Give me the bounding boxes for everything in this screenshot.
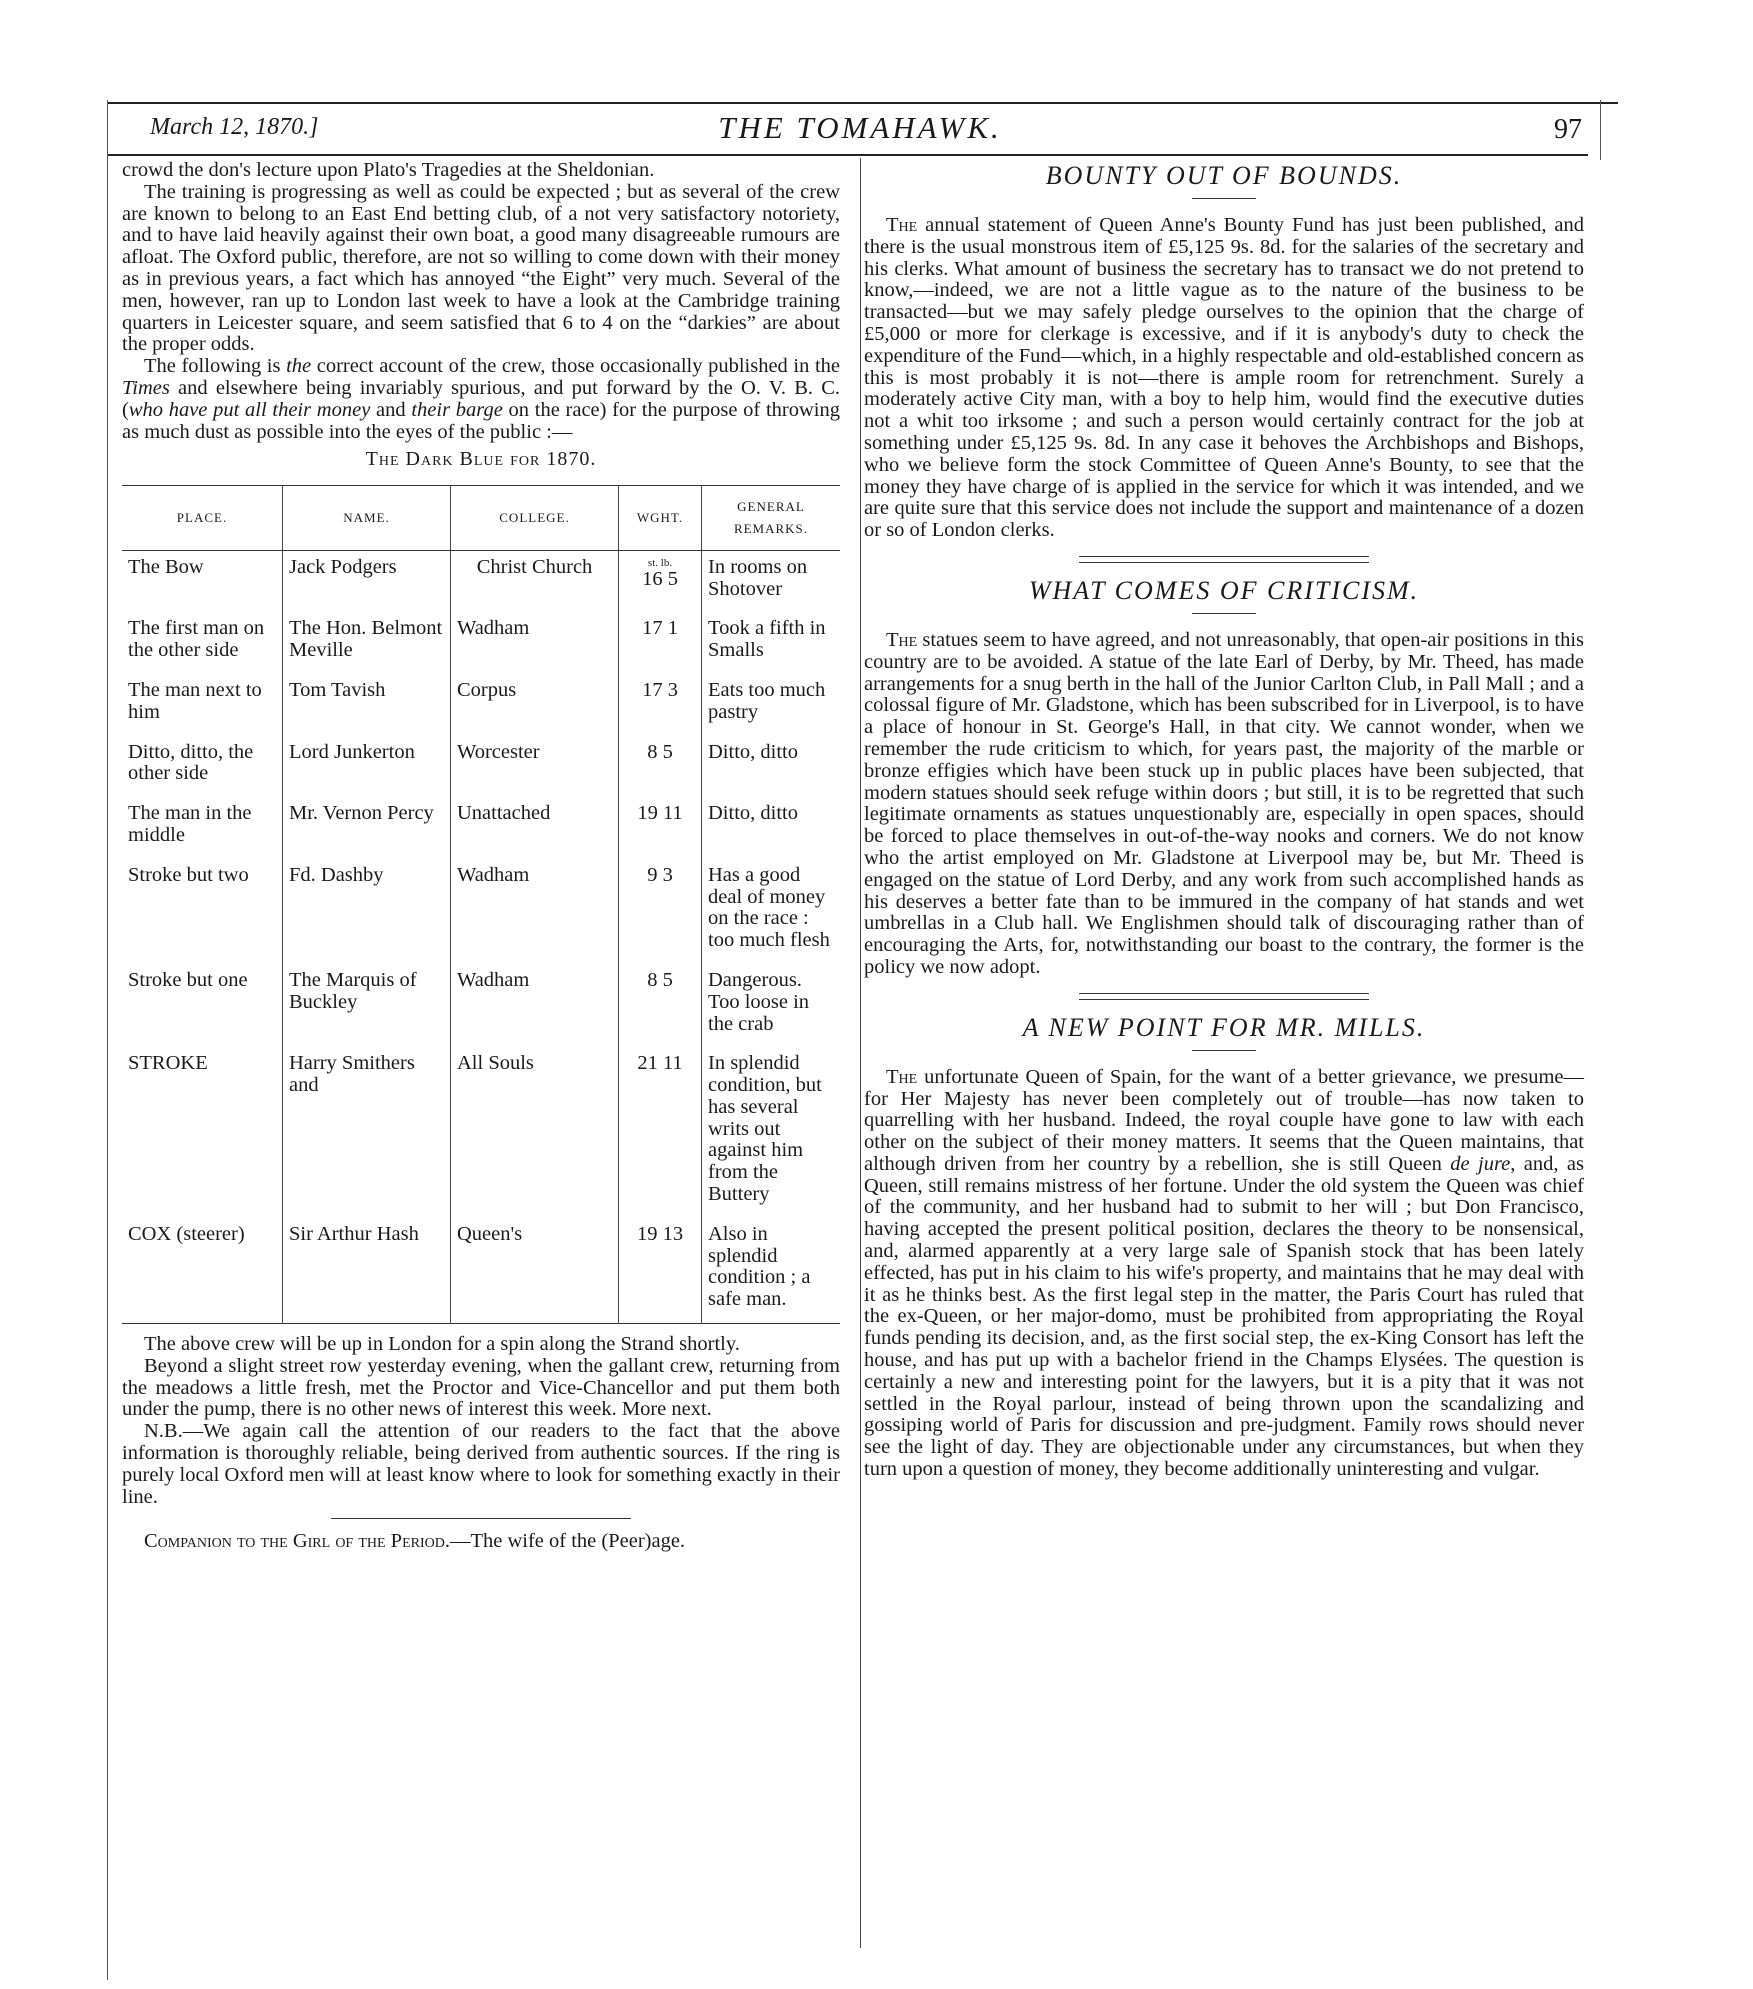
text-run: , and, as Queen, still remains mistress of her fortune. Under the old system the Queen was chief of the community, and her husband had to submit to her will ; but Don Francisco, having accepted the present political position, declares the theory to be nonsensical, and, alarmed apparently at a very large sale of Spanish stock that has been lately effected, has put in his claim to his wife's property, and maintains that he may deal with it as he thinks best. As the first legal step in the matter, the Paris Court has ruled that the ex-Queen, or her major-domo, must be prohibited from appropriating the Royal funds pending its decision, and, as the first social step, the ex-King Consort has left the house, and has put up with a bachelor friend in the Champs Elysées. The question is certainly a new and interesting point for the lawyers, but it is a pity that it was not settled in the Royal parlour, instead of being thrown upon the scandalizing and gossiping world of Paris for discussion and pre-judgment. Family rows should never see the light of day. They are objectionable under any circumstances, but when they turn upon a question of money, they become additionally uninteresting and vulgar. (864, 1152, 1584, 1481)
cell-remarks: Eats too much pastry (702, 674, 841, 736)
paragraph (122, 1531, 840, 1553)
cell-place: The man in the middle (128, 802, 252, 846)
paragraph (122, 356, 840, 443)
text-run: annual statement of Queen Anne's Bounty Fund has just been published, and there is the usual monstrous item of £5,125 9s. 8d. for the salaries of the secretary and his clerks. What amount of business the secretary has to transact we do not pretend to know,—indeed, we are not a little vague as to the nature of the business to be transacted—but we may safely pledge ourselves to the opinion that the charge of £5,000 or more for clerkage is excessive, and if it is anybody's duty to check the expenditure of the Fund—which, in a highly respectable and old-established concern as this is most probably it is not—there is ample room for retrenchment. Surely a moderately active City man, with a boy to help him, would find the executive duties not a whit too irksome ; and such a person would certainly contract for the job at something under £5,125 9s. 8d. In any case it behoves the Archbishops and Bishops, who we believe form the stock Committee of Queen Anne's Bounty, to see that the money they have charge of is applied in the service for which it was intended, and we are quite sure that this service does not include the support and maintenance of a dozen or so of London clerks. (864, 214, 1584, 542)
cell-college: Wadham (451, 859, 619, 964)
paragraph: crowd the don's lecture upon Plato's Tragedies at the Sheldonian. (122, 159, 655, 181)
lead-word: The (886, 628, 918, 651)
text-run: Times (122, 376, 170, 399)
paragraph: Beyond a slight street row yesterday evening, when the gallant crew, returning from the meadows a little fresh, met the Proctor and Vice-Chancellor and put them both under the pump, there is no other news of interest this week. More next. (122, 1354, 840, 1421)
cell-place: The first man on the other side (128, 617, 265, 662)
cell-name: Sir Arthur Hash (283, 1218, 451, 1324)
cell-remarks: In rooms on Shotover (702, 550, 841, 612)
title-rule (1192, 198, 1256, 199)
column-divider (860, 158, 861, 1948)
paragraph (864, 215, 1584, 542)
cell-weight: 17 3 (619, 674, 702, 736)
cell-place: The Bow (128, 555, 204, 578)
cell-weight: 8 5 (619, 964, 702, 1047)
cell-college: Christ Church (451, 550, 619, 612)
table-row (122, 797, 840, 859)
page-frame-top (108, 102, 1618, 104)
title-rule (1192, 613, 1256, 614)
page-frame-right (1600, 100, 1601, 160)
page-number: 97 (1554, 114, 1582, 145)
masthead-title: THE TOMAHAWK. (718, 110, 1002, 145)
cell-place: Stroke but two (128, 863, 249, 886)
column-header: GENERAL REMARKS. (702, 486, 841, 551)
cell-remarks: Has a good deal of money on the race : too much flesh (702, 859, 841, 964)
cell-place: The man next to him (128, 678, 262, 723)
text-run: who have put all their money (128, 398, 371, 421)
right-column (864, 160, 1584, 1481)
cell-weight: 21 11 (619, 1047, 702, 1218)
lead-word: The (886, 1065, 918, 1088)
cell-college: Wadham (451, 612, 619, 674)
text-run: correct account of the crew, those occasionally published in the (311, 355, 840, 378)
table-row (122, 674, 840, 736)
cell-name: Harry Smithers and (283, 1047, 451, 1218)
left-column (122, 160, 840, 1553)
cell-college: Corpus (451, 674, 619, 736)
cell-place: Stroke but one (128, 968, 248, 991)
cell-remarks: In splendid condition, but has several writs out against him from the Buttery (702, 1047, 841, 1218)
issue-date: March 12, 1870.] (150, 114, 319, 140)
cell-name: Lord Junkerton (283, 736, 451, 798)
column-header: COLLEGE. (451, 486, 619, 551)
table-row (122, 859, 840, 964)
cell-college: Worcester (451, 736, 619, 798)
text-run: on the race) for the purpose of throwing as much dust as possible into the eyes of the public :— (122, 398, 840, 443)
weight-value: 16 5 (642, 567, 678, 590)
cell-weight: 19 13 (619, 1218, 702, 1324)
cell-remarks: Ditto, ditto (702, 736, 841, 798)
table-row (122, 736, 840, 798)
paragraph (864, 630, 1584, 979)
cell-name: Mr. Vernon Percy (283, 797, 451, 859)
cell-name: The Marquis of Buckley (283, 964, 451, 1047)
paragraph: The above crew will be up in London for a spin along the Strand shortly. (144, 1333, 740, 1356)
cell-name: Jack Podgers (283, 550, 451, 612)
table-row (122, 1047, 840, 1218)
section-divider (1079, 556, 1369, 563)
cell-college: All Souls (451, 1047, 619, 1218)
text-run: unfortunate Queen of Spain, for the want of a better grievance, we presume—for Her Majesty has never been completely out of trouble—has now taken to quarrelling with her husband. Indeed, the royal couple have gone to law with each other on the subject of their money matters. It seems that the Queen maintains, that although driven from her country by a rebellion, she is still Queen (864, 1065, 1584, 1175)
lead-word: The (886, 214, 918, 236)
cell-name: Fd. Dashby (283, 859, 451, 964)
table-row (122, 550, 840, 612)
text-run: de jure (1450, 1152, 1511, 1175)
cell-college: Wadham (451, 964, 619, 1047)
paragraph: N.B.—We again call the attention of our readers to the fact that the above information is thoroughly reliable, being derived from authentic sources. If the ring is purely local Oxford men will at least know where to look for something exactly in their line. (122, 1420, 840, 1508)
cell-place: COX (steerer) (128, 1222, 245, 1245)
column-header: WGHT. (619, 486, 702, 551)
section-title: BOUNTY OUT OF BOUNDS. (1045, 161, 1403, 190)
text-run: the (286, 355, 312, 378)
cell-weight: 9 3 (619, 859, 702, 964)
section-divider (1079, 993, 1369, 1000)
text-run: their barge (411, 398, 503, 421)
table-row (122, 964, 840, 1047)
cell-name: The Hon. Belmont Meville (283, 612, 451, 674)
page-header (120, 110, 1600, 150)
text-run: and elsewhere being invariably spurious, and put forward by the O. V. B. C. ( (122, 376, 840, 421)
cell-weight: 17 1 (619, 612, 702, 674)
cell-place: Ditto, ditto, the other side (128, 740, 254, 785)
cell-college: Queen's (451, 1218, 619, 1324)
cell-remarks: Also in splendid condition ; a safe man. (702, 1218, 841, 1324)
text-run: statues seem to have agreed, and not unreasonably, that open-air positions in this country are to be avoided. A statue of the late Earl of Derby, by Mr. Theed, has made arrangements for a snug berth in the hall of the Junior Carlton Club, in Pall Mall ; and a colossal figure of Mr. Gladstone, which has been subscribed for in Liverpool, is to have a place of honour in St. George's Hall, in that city. We cannot wonder, when we remember the rude criticism to which, for years past, the majority of the marble or bronze effigies which have been stuck up in public places have been subjected, that modern statues should seek refuge within doors ; but still, it is to be regretted that such legitimate ornaments as statues unquestionably are, especially in open spaces, should be forced to place themselves in out-of-the-way nooks and corners. We do not know who the artist employed on Mr. Gladstone at Liverpool may be, but Mr. Theed is engaged on the statue of Lord Derby, and any work from such accomplished hands as his deserves a better fate than to be immured in the company of hat stands and wet umbrellas in a Club hall. We Englishmen should talk of discouraging rather than of encouraging the Arts, for, notwithstanding our boast to the contrary, the former is the policy we now adopt. (864, 628, 1584, 978)
cell-remarks: Ditto, ditto (702, 797, 841, 859)
table-title: The Dark Blue for 1870. (365, 448, 597, 471)
header-rule (108, 154, 1588, 156)
cell-remarks: Dangerous. Too loose in the crab (702, 964, 841, 1047)
table-row (122, 1218, 840, 1324)
text-run: —The wife of the (Peer)age. (449, 1530, 686, 1553)
column-header: PLACE. (122, 486, 283, 551)
cell-weight: 19 11 (619, 797, 702, 859)
cell-remarks: Took a fifth in Smalls (702, 612, 841, 674)
table-header-row (122, 486, 840, 551)
title-rule (1192, 1050, 1256, 1051)
paragraph-heading: Companion to the Girl of the Period. (144, 1530, 450, 1553)
cell-weight (619, 550, 702, 612)
text-run: and (370, 398, 412, 421)
cell-name: Tom Tavish (283, 674, 451, 736)
section-title: WHAT COMES OF CRITICISM. (1028, 575, 1420, 605)
cell-college: Unattached (451, 797, 619, 859)
column-header: NAME. (283, 486, 451, 551)
paragraph: The training is progressing as well as could be expected ; but as several of the crew are known to belong to an East End betting club, of a not very satisfactory notoriety, and to have laid heavily against their own boat, a good many disagreeable rumours are afloat. The Oxford public, therefore, are not so willing to come down with their money as in previous years, a fact which has annoyed “the Eight” very much. Several of the men, however, ran up to London last week to have a look at the Cambridge training quarters in Leicester square, and seem satisfied that 6 to 4 on the “darkies” are about the proper odds. (122, 180, 840, 356)
section-rule (331, 1518, 631, 1519)
crew-table (122, 485, 840, 1324)
table-row (122, 612, 840, 674)
text-run: The following is (144, 355, 287, 378)
page-frame-left (107, 100, 108, 1980)
weight-unit: st. lb. (647, 556, 673, 569)
paragraph (864, 1067, 1584, 1481)
section-title: A NEW POINT FOR MR. MILLS. (1022, 1012, 1426, 1042)
cell-place: STROKE (128, 1052, 208, 1075)
cell-weight: 8 5 (619, 736, 702, 798)
